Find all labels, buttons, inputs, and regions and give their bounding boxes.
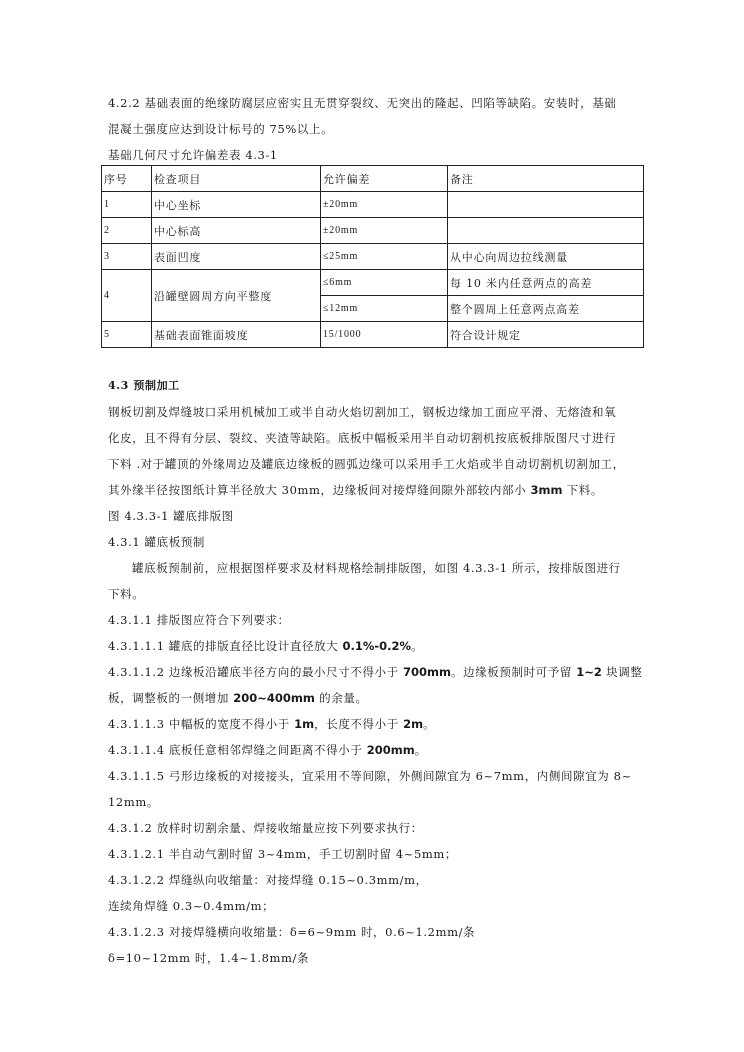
cell-tolerance: 15/1000	[321, 322, 448, 348]
bold-text: 0.1%-0.2%	[342, 639, 412, 653]
allow-3-line-2: δ=10~12mm 时，1.4~1.8mm/条	[108, 951, 310, 965]
intro-line-2: 混凝土强度应达到设计标号的 75%以上。	[108, 122, 334, 136]
cell-tolerance: ≤6mm	[321, 270, 448, 296]
cell-no: 3	[102, 244, 152, 270]
text: 下料。	[562, 483, 603, 497]
cell-note: 从中心向周边拉线测量	[448, 244, 644, 270]
cell-note: 符合设计规定	[448, 322, 644, 348]
bold-text: 1m	[294, 717, 315, 731]
req-1	[108, 638, 423, 654]
text: 4.3.1.1.4 底板任意相邻焊缝之间距离不得小于	[108, 743, 367, 757]
table-row	[102, 322, 644, 348]
bold-text: 200~400mm	[233, 691, 315, 705]
cell-tolerance: ±20mm	[321, 218, 448, 244]
cell-item: 表面凹度	[152, 244, 321, 270]
table-header-row	[102, 166, 644, 192]
cell-no: 4	[102, 270, 152, 322]
table-row	[102, 244, 644, 270]
text: 。边缘板预制时可予留	[451, 665, 577, 679]
sub-heading: 4.3.1 罐底板预制	[108, 535, 206, 549]
table-row	[102, 270, 644, 296]
tolerance-table	[101, 165, 644, 348]
p1-line-2: 化皮，且不得有分层、裂纹、夹渣等缺陷。底板中幅板采用半自动切割机按底板排版图尺寸进行	[108, 431, 617, 445]
cell-note: 整个圆周上任意两点高差	[448, 296, 644, 322]
text: 其外缘半径按图纸计算半径放大 30mm，边缘板间对接焊缝间隙外部较内部小	[108, 483, 531, 497]
text: 4.3.1.1.1 罐底的排版直径比设计直径放大	[108, 639, 343, 653]
p1-line-3: 下料 .对于罐顶的外缘周边及罐底边缘板的圆弧边缘可以采用手工火焰或半自动切割机切割加工，	[108, 457, 625, 471]
bold-text: 700mm	[403, 665, 451, 679]
cell-note	[448, 218, 644, 244]
p2-line-1: 罐底板预制前，应根据图样要求及材料规格绘制排版图，如图 4.3.3-1 所示，按排版图进行	[132, 561, 621, 575]
bold-text: 2m	[403, 717, 424, 731]
cell-item: 沿罐壁圆周方向平整度	[152, 270, 321, 322]
text: 。	[414, 743, 427, 757]
cell-tolerance: ≤12mm	[321, 296, 448, 322]
cell-item: 中心标高	[152, 218, 321, 244]
text: ，长度不得小于	[314, 717, 404, 731]
table-caption: 基础几何尺寸允许偏差表 4.3-1	[108, 148, 278, 162]
allow-title: 4.3.1.2 放样时切割余量、焊接收缩量应按下列要求执行：	[108, 821, 423, 835]
section-heading: 4.3 预制加工	[108, 379, 180, 392]
figure-caption: 图 4.3.3-1 罐底排版图	[108, 509, 234, 523]
allow-1: 4.3.1.2.1 半自动气割时留 3~4mm，手工切割时留 4~5mm；	[108, 847, 458, 861]
header-no: 序号	[102, 166, 152, 192]
text: 块调整	[601, 665, 643, 679]
allow-2-line-1: 4.3.1.2.2 焊缝纵向收缩量：对接焊缝 0.15~0.3mm/m，	[108, 873, 428, 887]
req-2-line-2	[108, 690, 368, 706]
req-2-line-1	[108, 664, 642, 680]
table-row	[102, 192, 644, 218]
text: 4.3.1.1.2 边缘板沿罐底半径方向的最小尺寸不得小于	[108, 665, 404, 679]
text: 。	[423, 717, 436, 731]
cell-no: 2	[102, 218, 152, 244]
bold-text: 1~2	[576, 665, 602, 679]
req-5-line-2: 12mm。	[108, 795, 159, 809]
header-item: 检查项目	[152, 166, 321, 192]
cell-tolerance: ±20mm	[321, 192, 448, 218]
intro-line-1: 4.2.2 基础表面的绝缘防腐层应密实且无贯穿裂纹、无突出的隆起、凹陷等缺陷。安装时，基础	[108, 96, 617, 110]
table-row	[102, 218, 644, 244]
cell-item: 中心坐标	[152, 192, 321, 218]
bold-text: 3mm	[530, 483, 563, 497]
allow-3-line-1: 4.3.1.2.3 对接焊缝横向收缩量：δ=6~9mm 时，0.6~1.2mm/条	[108, 925, 476, 939]
allow-2-line-2: 连续角焊缝 0.3~0.4mm/m；	[108, 899, 275, 913]
text: 4.3.1.1.3 中幅板的宽度不得小于	[108, 717, 295, 731]
cell-tolerance: ≤25mm	[321, 244, 448, 270]
req-title: 4.3.1.1 排版图应符合下列要求：	[108, 613, 290, 627]
header-note: 备注	[448, 166, 644, 192]
text: 。	[411, 639, 424, 653]
text: 的余量。	[314, 691, 368, 705]
p1-line-1: 钢板切割及焊缝坡口采用机械加工或半自动火焰切割加工，钢板边缘加工面应平滑、无熔渣和氧	[108, 405, 617, 419]
req-4	[108, 742, 427, 758]
cell-note: 每 10 米内任意两点的高差	[448, 270, 644, 296]
p2-line-2: 下料。	[108, 587, 145, 601]
cell-no: 5	[102, 322, 152, 348]
p1-line-4	[108, 482, 603, 498]
header-tolerance: 允许偏差	[321, 166, 448, 192]
req-5-line-1: 4.3.1.1.5 弓形边缘板的对接接头，宜采用不等间隙，外侧间隙宜为 6~7mm，内侧间隙宜为 8~	[108, 769, 632, 783]
bold-text: 200mm	[366, 743, 415, 757]
text: 板，调整板的一侧增加	[108, 691, 234, 705]
cell-note	[448, 192, 644, 218]
req-3	[108, 716, 435, 732]
cell-no: 1	[102, 192, 152, 218]
cell-item: 基础表面锥面坡度	[152, 322, 321, 348]
